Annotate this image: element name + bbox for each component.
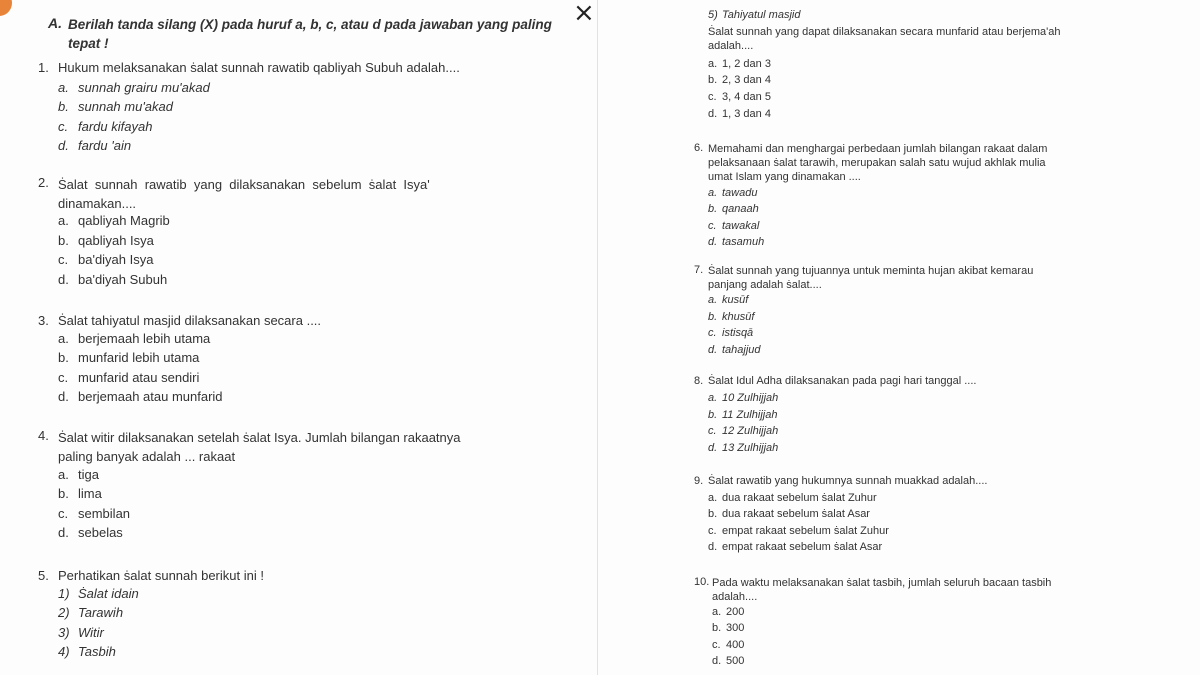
option[interactable]: c. fardu kifayah — [58, 119, 153, 134]
question-text: Ṡalat witir dilaksanakan setelah ṡalat Isya. Jumlah bilangan rakaatnya paling banyak adalah ... rakaat — [58, 430, 461, 464]
option[interactable]: b. sunnah mu'akad — [58, 99, 173, 114]
option[interactable]: d. fardu 'ain — [58, 138, 132, 153]
option[interactable]: d. 500 — [712, 655, 745, 667]
list-item: 5) Tahiyatul masjid — [708, 9, 801, 21]
option[interactable]: d. berjemaah atau munfarid — [58, 389, 223, 404]
option[interactable]: a. sunnah grairu mu'akad — [58, 80, 210, 95]
column-divider — [597, 0, 598, 675]
list-item: 4) Tasbih — [58, 644, 116, 659]
decorative-circle — [0, 0, 12, 16]
option[interactable]: b. 300 — [712, 622, 745, 634]
option[interactable]: c. 12 Zulhijjah — [708, 425, 779, 437]
option[interactable]: c. ba'diyah Isya — [58, 252, 154, 267]
list-item: 2) Tarawih — [58, 605, 124, 620]
option[interactable]: a. 200 — [712, 606, 745, 618]
question-number: 3. — [38, 313, 49, 328]
question-number: 6. — [694, 142, 704, 154]
question-number: 10. — [694, 576, 710, 588]
option[interactable]: a. dua rakaat sebelum ṡalat Zuhur — [708, 492, 877, 504]
option[interactable]: b. khusūf — [708, 311, 755, 323]
question-text: Ṡalat sunnah yang tujuannya untuk meminta hujan akibat kemarau panjang adalah ṡalat.... — [708, 265, 1034, 291]
list-item: 3) Witir — [58, 625, 104, 640]
option[interactable]: a. tiga — [58, 467, 99, 482]
question-number: 2. — [38, 175, 49, 190]
section-instruction: Berilah tanda silang (X) pada huruf a, b, c, atau d pada jawaban yang paling tepat ! — [68, 17, 552, 51]
option[interactable]: c. 400 — [712, 639, 745, 651]
option[interactable]: c. tawakal — [708, 220, 760, 232]
close-icon[interactable]: × — [573, 0, 595, 28]
option[interactable]: a. kusūf — [708, 294, 749, 306]
section-letter: A. — [48, 15, 62, 31]
question-text: Perhatikan ṡalat sunnah berikut ini ! — [58, 568, 264, 583]
question-5-text: Ṡalat sunnah yang dapat dilaksanakan secara munfarid atau berjema'ah adalah.... — [708, 26, 1061, 52]
option[interactable]: c. istisqā — [708, 327, 754, 339]
question-text: Ṡalat Idul Adha dilaksanakan pada pagi hari tanggal .... — [708, 375, 977, 387]
list-item: 1) Ṡalat idain — [58, 586, 139, 601]
option[interactable]: d. tasamuh — [708, 236, 765, 248]
question-text: Ṡalat rawatib yang hukumnya sunnah muakkad adalah.... — [708, 475, 988, 487]
option[interactable]: c. sembilan — [58, 506, 131, 521]
question-number: 8. — [694, 375, 704, 387]
question-text: Pada waktu melaksanakan ṡalat tasbih, jumlah seluruh bacaan tasbih adalah.... — [712, 577, 1052, 603]
option[interactable]: b. 11 Zulhijjah — [708, 409, 778, 421]
option[interactable]: c. munfarid atau sendiri — [58, 370, 200, 385]
option[interactable]: b. lima — [58, 486, 102, 501]
question-number: 7. — [694, 264, 704, 276]
option[interactable]: c. 3, 4 dan 5 — [708, 91, 771, 103]
question-number: 5. — [38, 568, 49, 583]
option[interactable]: b. 2, 3 dan 4 — [708, 74, 771, 86]
option[interactable]: a. 1, 2 dan 3 — [708, 58, 771, 70]
option[interactable]: d. sebelas — [58, 525, 123, 540]
option[interactable]: d. ba'diyah Subuh — [58, 272, 168, 287]
question-number: 4. — [38, 428, 49, 443]
option[interactable]: d. empat rakaat sebelum ṡalat Asar — [708, 541, 883, 553]
question-number: 9. — [694, 475, 704, 487]
option[interactable]: b. dua rakaat sebelum ṡalat Asar — [708, 508, 870, 520]
question-text: Hukum melaksanakan ṡalat sunnah rawatib qabliyah Subuh adalah.... — [58, 60, 460, 75]
option[interactable]: a. berjemaah lebih utama — [58, 331, 211, 346]
question-text: Ṡalat sunnah rawatib yang dilaksanakan sebelum ṡalat Isya' dinamakan.... — [58, 177, 430, 211]
option[interactable]: d. tahajjud — [708, 344, 761, 356]
option[interactable]: a. 10 Zulhijjah — [708, 392, 779, 404]
option[interactable]: a. tawadu — [708, 187, 758, 199]
option[interactable]: b. munfarid lebih utama — [58, 350, 200, 365]
question-text: Memahami dan menghargai perbedaan jumlah bilangan rakaat dalam pelaksanaan ṡalat tarawih, merupakan salah satu wujud akhlak mulia umat Islam yang dinamakan .... — [708, 143, 1048, 183]
option[interactable]: d. 1, 3 dan 4 — [708, 108, 771, 120]
question-text: Ṡalat tahiyatul masjid dilaksanakan secara .... — [58, 313, 322, 328]
option[interactable]: b. qabliyah Isya — [58, 233, 154, 248]
option[interactable]: c. empat rakaat sebelum ṡalat Zuhur — [708, 525, 889, 537]
question-number: 1. — [38, 60, 49, 75]
option[interactable]: a. qabliyah Magrib — [58, 213, 170, 228]
option[interactable]: d. 13 Zulhijjah — [708, 442, 779, 454]
option[interactable]: b. qanaah — [708, 203, 759, 215]
